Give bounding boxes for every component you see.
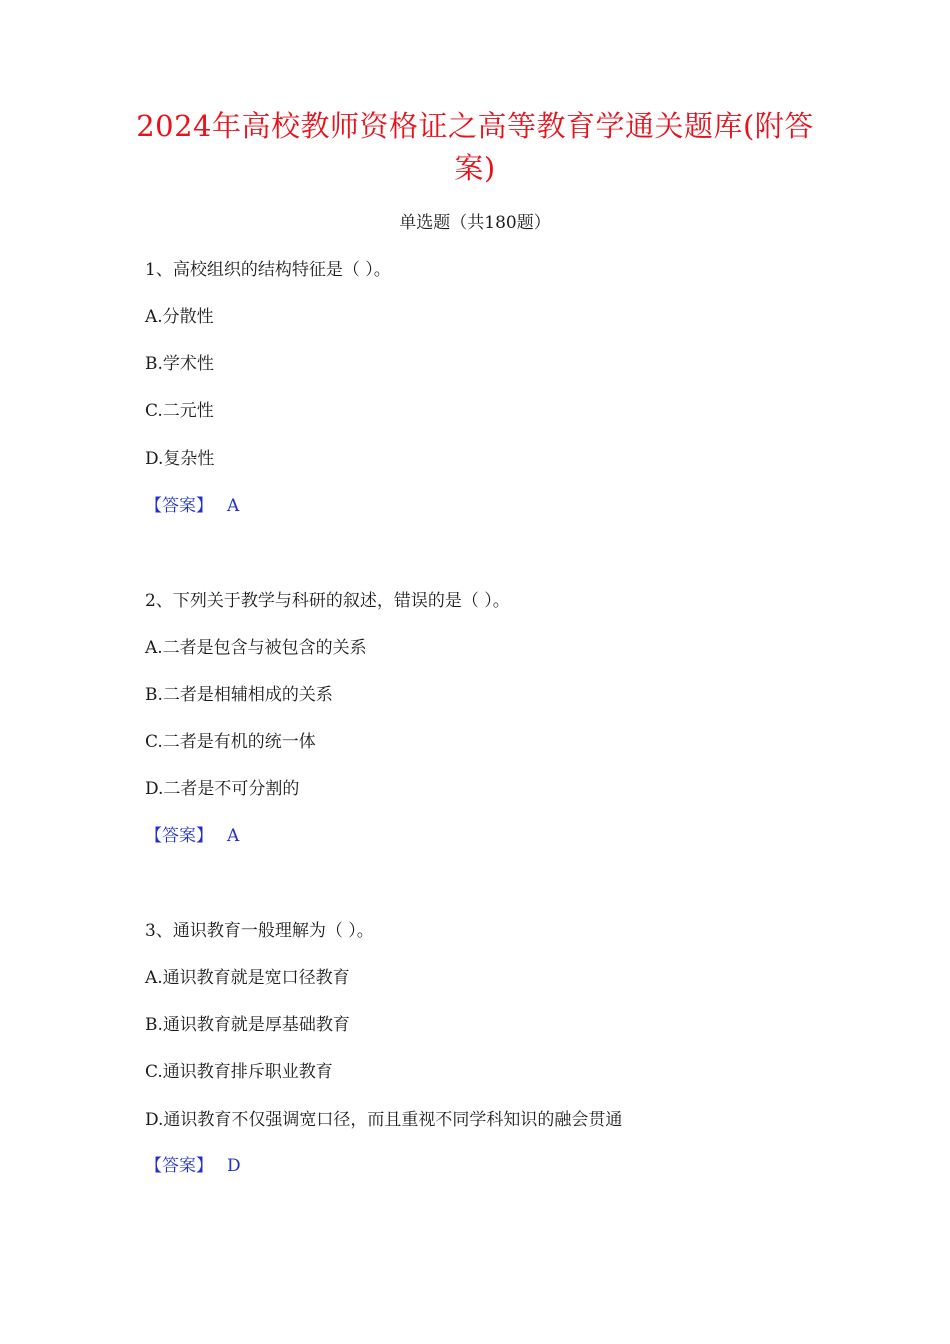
answer-line	[145, 823, 239, 849]
question-stem: 1、高校组织的结构特征是（ ）。	[145, 260, 391, 280]
answer-value: A	[227, 496, 240, 516]
answer-line	[145, 493, 239, 519]
answer-value: D	[227, 1156, 241, 1176]
option-a: A.分散性	[145, 307, 214, 327]
title-line-2: 案)	[454, 151, 496, 185]
answer-label: 【答案】	[145, 496, 213, 516]
option-d: D.二者是不可分割的	[145, 779, 300, 799]
option-a: A.二者是包含与被包含的关系	[145, 638, 367, 658]
option-a: A.通识教育就是宽口径教育	[145, 968, 350, 988]
question-stem: 2、下列关于教学与科研的叙述，错误的是（ ）。	[145, 591, 510, 611]
option-b: B.二者是相辅相成的关系	[145, 685, 333, 705]
option-d: D.通识教育不仅强调宽口径，而且重视不同学科知识的融会贯通	[145, 1110, 623, 1130]
option-c: C.二元性	[145, 401, 214, 421]
answer-value: A	[227, 826, 240, 846]
answer-label: 【答案】	[145, 1156, 213, 1176]
answer-label: 【答案】	[145, 826, 213, 846]
answer-line	[145, 1153, 241, 1179]
title-line-1: 2024年高校教师资格证之高等教育学通关题库(附答	[136, 109, 814, 143]
question-stem: 3、通识教育一般理解为（ ）。	[145, 921, 374, 941]
option-d: D.复杂性	[145, 449, 215, 469]
section-title: 单选题（共180题）	[399, 213, 551, 233]
option-b: B.通识教育就是厚基础教育	[145, 1015, 350, 1035]
option-c: C.通识教育排斥职业教育	[145, 1062, 333, 1082]
option-b: B.学术性	[145, 354, 214, 374]
document-title	[120, 105, 830, 189]
option-c: C.二者是有机的统一体	[145, 732, 316, 752]
